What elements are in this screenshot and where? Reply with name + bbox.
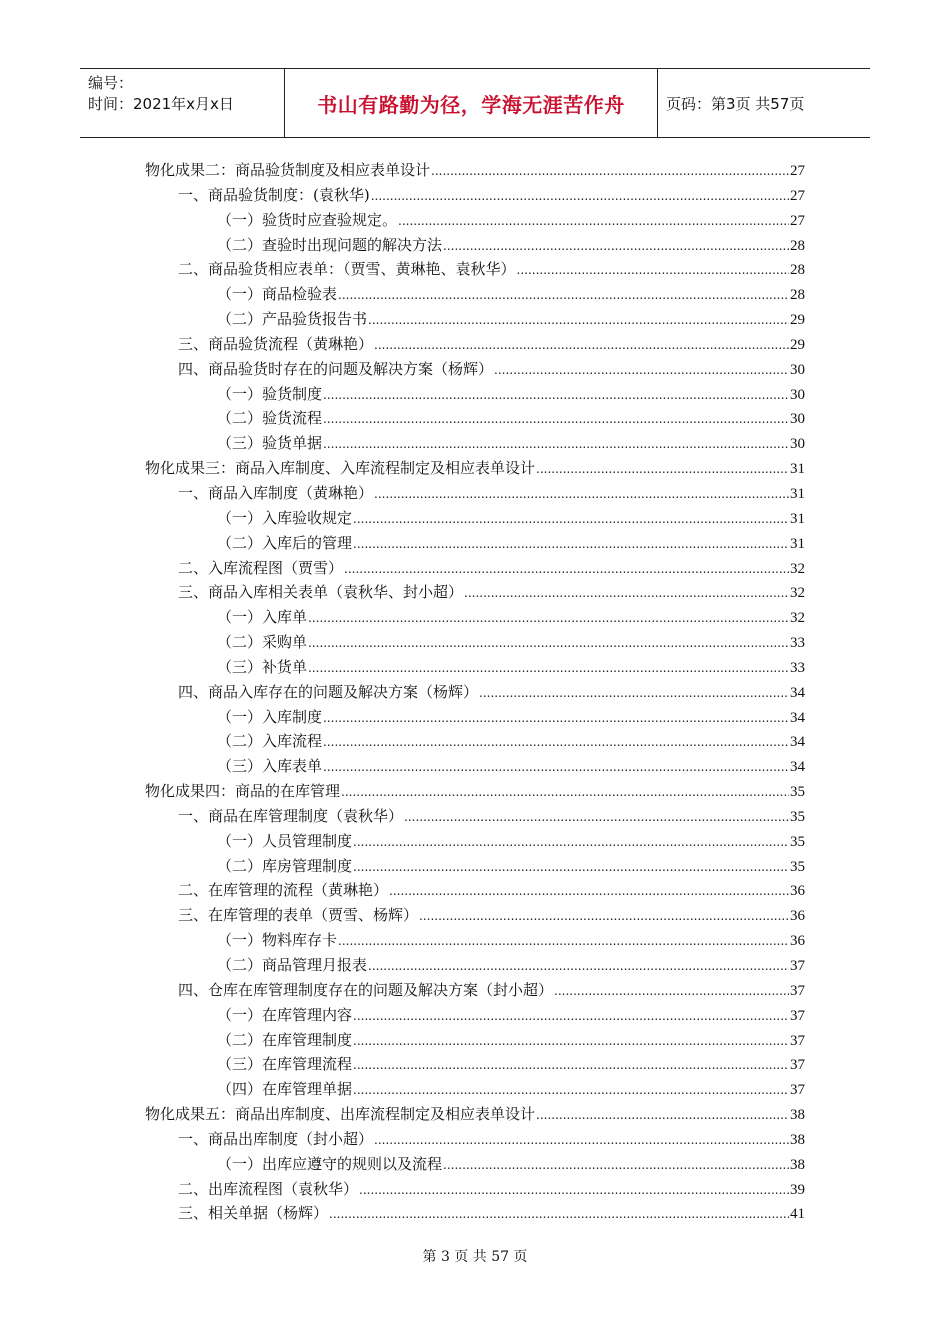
toc-entry[interactable] bbox=[145, 233, 805, 258]
toc-dot-leader bbox=[359, 1177, 789, 1203]
toc-entry-title: （三）补货单 bbox=[217, 657, 308, 676]
toc-entry-title: 一、商品在库管理制度（袁秋华） bbox=[178, 806, 404, 825]
toc-dot-leader bbox=[431, 158, 789, 184]
toc-entry[interactable] bbox=[145, 1201, 805, 1226]
toc-entry-page: 32 bbox=[790, 610, 805, 627]
toc-entry-page: 31 bbox=[790, 485, 805, 502]
toc-entry[interactable] bbox=[145, 729, 805, 754]
toc-entry[interactable] bbox=[145, 158, 805, 183]
toc-entry-page: 41 bbox=[790, 1206, 805, 1223]
toc-entry-title: （三）验货单据 bbox=[217, 434, 323, 453]
toc-entry[interactable] bbox=[145, 1003, 805, 1028]
toc-dot-leader bbox=[517, 257, 789, 283]
toc-entry[interactable] bbox=[145, 754, 805, 779]
toc-entry-page: 32 bbox=[790, 560, 805, 577]
toc-dot-leader bbox=[323, 382, 789, 408]
toc-entry[interactable] bbox=[145, 431, 805, 456]
toc-entry-page: 31 bbox=[790, 461, 805, 478]
toc-entry-title: （三）在库管理流程 bbox=[217, 1055, 353, 1074]
toc-dot-leader bbox=[323, 705, 789, 731]
toc-entry-page: 28 bbox=[790, 287, 805, 304]
toc-dot-leader bbox=[308, 605, 789, 631]
toc-dot-leader bbox=[341, 779, 789, 805]
toc-entry-page: 27 bbox=[790, 212, 805, 229]
toc-entry-title: 物化成果三：商品入库制度、入库流程制定及相应表单设计 bbox=[145, 459, 536, 478]
toc-entry[interactable] bbox=[145, 680, 805, 705]
toc-entry-title: 物化成果四：商品的在库管理 bbox=[145, 782, 341, 801]
toc-entry-page: 39 bbox=[790, 1181, 805, 1198]
toc-dot-leader bbox=[374, 332, 789, 358]
toc-dot-leader bbox=[536, 1102, 789, 1128]
toc-entry-page: 37 bbox=[790, 1082, 805, 1099]
toc-entry[interactable] bbox=[145, 332, 805, 357]
toc-entry-title: （一）人员管理制度 bbox=[217, 831, 353, 850]
toc-entry-title: （二）库房管理制度 bbox=[217, 856, 353, 875]
toc-entry[interactable] bbox=[145, 705, 805, 730]
toc-dot-leader bbox=[464, 580, 789, 606]
toc-entry-page: 36 bbox=[790, 933, 805, 950]
toc-entry-title: （一）商品检验表 bbox=[217, 285, 338, 304]
toc-entry-title: （三）入库表单 bbox=[217, 757, 323, 776]
toc-entry[interactable] bbox=[145, 406, 805, 431]
toc-entry[interactable] bbox=[145, 1177, 805, 1202]
toc-entry[interactable] bbox=[145, 481, 805, 506]
toc-entry[interactable] bbox=[145, 953, 805, 978]
toc-entry-page: 30 bbox=[790, 386, 805, 403]
toc-entry[interactable] bbox=[145, 878, 805, 903]
toc-dot-leader bbox=[323, 729, 789, 755]
toc-entry-title: （二）查验时出现问题的解决方法 bbox=[217, 235, 443, 254]
toc-entry-title: （一）验货制度 bbox=[217, 384, 323, 403]
toc-entry-page: 35 bbox=[790, 858, 805, 875]
toc-entry-page: 31 bbox=[790, 535, 805, 552]
toc-dot-leader bbox=[389, 878, 789, 904]
toc-entry-title: （一）在库管理内容 bbox=[217, 1005, 353, 1024]
toc-entry-title: （二）入库流程 bbox=[217, 732, 323, 751]
toc-dot-leader bbox=[374, 481, 789, 507]
toc-entry[interactable] bbox=[145, 655, 805, 680]
toc-entry-title: （二）在库管理制度 bbox=[217, 1030, 353, 1049]
toc-entry-title: 一、商品入库制度（黄琳艳） bbox=[178, 483, 374, 502]
toc-dot-leader bbox=[353, 829, 789, 855]
toc-dot-leader bbox=[308, 655, 789, 681]
toc-entry-page: 36 bbox=[790, 908, 805, 925]
toc-entry-page: 37 bbox=[790, 1057, 805, 1074]
toc-entry-page: 35 bbox=[790, 808, 805, 825]
toc-entry-title: （二）验货流程 bbox=[217, 409, 323, 428]
toc-dot-leader bbox=[419, 903, 789, 929]
toc-dot-leader bbox=[323, 406, 789, 432]
toc-entry[interactable] bbox=[145, 382, 805, 407]
toc-entry-title: 三、商品验货流程（黄琳艳） bbox=[178, 334, 374, 353]
toc-dot-leader bbox=[353, 1003, 789, 1029]
toc-dot-leader bbox=[443, 1152, 789, 1178]
toc-entry-title: （一）出库应遵守的规则以及流程 bbox=[217, 1154, 443, 1173]
toc-entry[interactable] bbox=[145, 556, 805, 581]
toc-dot-leader bbox=[338, 928, 789, 954]
toc-entry-title: 三、商品入库相关表单（袁秋华、封小超） bbox=[178, 583, 464, 602]
toc-entry-title: （二）产品验货报告书 bbox=[217, 310, 368, 329]
toc-entry-title: 四、商品验货时存在的问题及解决方案（杨辉） bbox=[178, 359, 494, 378]
toc-entry-page: 38 bbox=[790, 1107, 805, 1124]
toc-entry-page: 34 bbox=[790, 734, 805, 751]
toc-entry-page: 28 bbox=[790, 237, 805, 254]
toc-entry[interactable] bbox=[145, 1102, 805, 1127]
toc-entry-page: 29 bbox=[790, 336, 805, 353]
toc-entry-title: 物化成果二：商品验货制度及相应表单设计 bbox=[145, 161, 431, 179]
toc-entry-title: 二、商品验货相应表单：（贾雪、黄琳艳、袁秋华） bbox=[178, 260, 516, 279]
toc-entry-page: 35 bbox=[790, 833, 805, 850]
toc-entry-title: 三、相关单据（杨辉） bbox=[178, 1204, 329, 1223]
toc-entry[interactable] bbox=[145, 257, 805, 282]
toc-entry-page: 33 bbox=[790, 635, 805, 652]
header-meta-cell bbox=[80, 69, 284, 137]
toc-entry[interactable] bbox=[145, 903, 805, 928]
toc-entry-page: 34 bbox=[790, 684, 805, 701]
toc-entry-title: （四）在库管理单据 bbox=[217, 1080, 353, 1099]
toc-entry[interactable] bbox=[145, 928, 805, 953]
toc-entry-title: （一）验货时应查验规定。 bbox=[217, 210, 398, 229]
toc-entry-page: 28 bbox=[790, 262, 805, 279]
toc-dot-leader bbox=[404, 804, 789, 830]
toc-dot-leader bbox=[329, 1201, 789, 1227]
toc-entry-page: 29 bbox=[790, 312, 805, 329]
toc-entry-title: （一）物料库存卡 bbox=[217, 931, 338, 950]
toc-entry[interactable] bbox=[145, 456, 805, 481]
toc-dot-leader bbox=[338, 282, 789, 308]
toc-entry[interactable] bbox=[145, 1127, 805, 1152]
toc-entry-page: 36 bbox=[790, 883, 805, 900]
toc-entry-page: 37 bbox=[790, 1032, 805, 1049]
toc-entry-title: 一、商品出库制度（封小超） bbox=[178, 1129, 374, 1148]
toc-entry[interactable] bbox=[145, 282, 805, 307]
document-time-label: 时间：2021年x月x日 bbox=[88, 95, 234, 113]
toc-entry[interactable] bbox=[145, 854, 805, 879]
toc-dot-leader bbox=[368, 307, 789, 333]
toc-entry[interactable] bbox=[145, 978, 805, 1003]
toc-entry-page: 30 bbox=[790, 361, 805, 378]
toc-dot-leader bbox=[536, 456, 789, 482]
toc-entry-title: 三、在库管理的表单（贾雪、杨辉） bbox=[178, 906, 419, 925]
toc-entry-title: 物化成果五：商品出库制度、出库流程制定及相应表单设计 bbox=[145, 1105, 536, 1124]
toc-entry-title: 四、仓库在库管理制度存在的问题及解决方案（封小超） bbox=[178, 980, 554, 999]
toc-entry[interactable] bbox=[145, 307, 805, 332]
toc-entry[interactable] bbox=[145, 829, 805, 854]
toc-entry-page: 37 bbox=[790, 958, 805, 974]
toc-dot-leader bbox=[353, 854, 789, 880]
toc-dot-leader bbox=[368, 953, 789, 979]
toc-entry[interactable] bbox=[145, 804, 805, 829]
toc-entry-title: 一、商品验货制度：(袁秋华) bbox=[178, 185, 370, 204]
toc-entry[interactable] bbox=[145, 1152, 805, 1177]
toc-dot-leader bbox=[353, 1077, 789, 1103]
toc-entry-title: （二）采购单 bbox=[217, 633, 308, 652]
page-footer: 第 3 页 共 57 页 bbox=[422, 1249, 528, 1265]
header-page-cell bbox=[656, 69, 870, 137]
toc-entry-page: 37 bbox=[790, 1007, 805, 1024]
toc-entry-page: 27 bbox=[790, 163, 805, 179]
toc-entry-page: 31 bbox=[790, 510, 805, 527]
toc-entry[interactable] bbox=[145, 1028, 805, 1053]
toc-entry[interactable] bbox=[145, 183, 805, 208]
header-page-info: 页码：第3页 共57页 bbox=[666, 94, 805, 113]
toc-entry[interactable] bbox=[145, 1052, 805, 1077]
toc-entry-page: 33 bbox=[790, 659, 805, 676]
toc-dot-leader bbox=[443, 233, 789, 259]
toc-dot-leader bbox=[323, 754, 789, 780]
toc-entry-page: 35 bbox=[790, 784, 805, 801]
toc-entry-page: 34 bbox=[790, 709, 805, 726]
toc-dot-leader bbox=[398, 208, 789, 234]
toc-entry-title: （一）入库单 bbox=[217, 608, 308, 627]
toc-entry-title: 四、商品入库存在的问题及解决方案（杨辉） bbox=[178, 682, 479, 701]
toc-entry[interactable] bbox=[145, 506, 805, 531]
toc-entry-title: （一）入库制度 bbox=[217, 707, 323, 726]
toc-entry-title: （二）商品管理月报表 bbox=[217, 956, 368, 974]
toc-entry-page: 32 bbox=[790, 585, 805, 602]
toc-dot-leader bbox=[353, 531, 789, 557]
toc-entry[interactable] bbox=[145, 357, 805, 382]
toc-dot-leader bbox=[353, 1028, 789, 1054]
table-of-contents bbox=[145, 158, 805, 1226]
toc-entry[interactable] bbox=[145, 605, 805, 630]
toc-dot-leader bbox=[554, 978, 789, 1004]
toc-entry[interactable] bbox=[145, 208, 805, 233]
toc-dot-leader bbox=[353, 1052, 789, 1078]
toc-entry[interactable] bbox=[145, 1077, 805, 1102]
toc-entry[interactable] bbox=[145, 779, 805, 804]
document-number-label: 编号： bbox=[88, 74, 134, 92]
toc-entry-page: 37 bbox=[790, 982, 805, 999]
toc-dot-leader bbox=[494, 357, 789, 383]
toc-dot-leader bbox=[353, 506, 789, 532]
toc-dot-leader bbox=[371, 183, 789, 209]
toc-dot-leader bbox=[308, 630, 789, 656]
toc-entry[interactable] bbox=[145, 630, 805, 655]
toc-dot-leader bbox=[344, 556, 789, 582]
header-motto: 书山有路勤为径，学海无涯苦作舟 bbox=[317, 92, 625, 117]
toc-entry-page: 30 bbox=[790, 436, 805, 453]
toc-entry[interactable] bbox=[145, 531, 805, 556]
header-motto-cell bbox=[284, 69, 658, 137]
toc-dot-leader bbox=[374, 1127, 789, 1153]
toc-entry[interactable] bbox=[145, 580, 805, 605]
toc-entry-title: 二、在库管理的流程（黄琳艳） bbox=[178, 881, 389, 900]
toc-dot-leader bbox=[323, 431, 789, 457]
toc-entry-title: 二、入库流程图（贾雪） bbox=[178, 558, 344, 577]
document-header bbox=[80, 68, 870, 138]
toc-entry-page: 30 bbox=[790, 411, 805, 428]
toc-entry-page: 34 bbox=[790, 759, 805, 776]
toc-entry-title: 二、出库流程图（袁秋华） bbox=[178, 1179, 359, 1198]
toc-entry-page: 38 bbox=[790, 1131, 805, 1148]
toc-entry-page: 27 bbox=[790, 187, 805, 204]
toc-entry-title: （二）入库后的管理 bbox=[217, 533, 353, 552]
toc-entry-title: （一）入库验收规定 bbox=[217, 508, 353, 527]
toc-entry-page: 38 bbox=[790, 1156, 805, 1173]
toc-dot-leader bbox=[479, 680, 789, 706]
